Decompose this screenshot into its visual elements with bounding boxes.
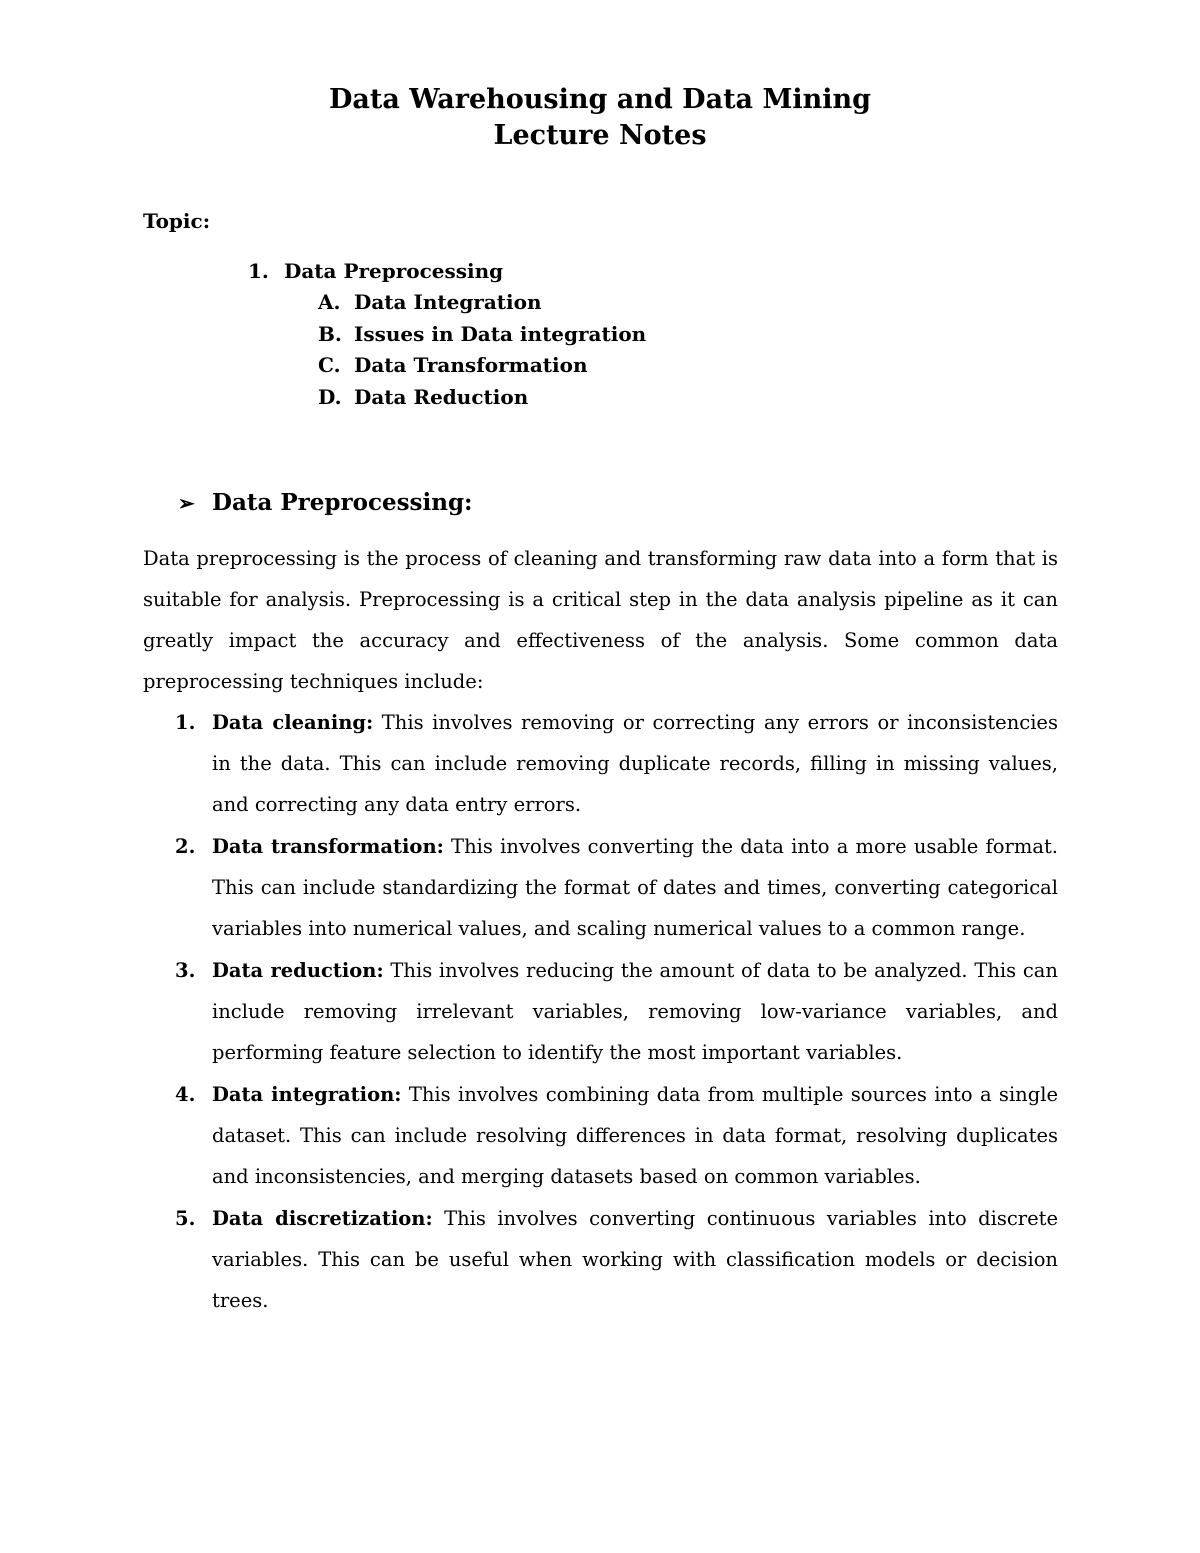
outline-letter: A. [318,290,341,314]
outline-number: 1. [248,259,269,283]
list-item-number: 4. [175,1083,196,1106]
list-item-term: Data transformation: [212,835,444,858]
list-item-text: This involves reducing the amount of data to be analyzed. This can include removing irrelevant variables, removing low-variance variables, and performing feature selection to identify the most important variables. [212,959,1058,1064]
outline-subitem [318,288,542,316]
list-item-text: This involves converting continuous variables into discrete variables. This can be useful when working with classification models or decision trees. [212,1207,1058,1312]
list-item [143,826,1058,949]
list-item-term: Data integration: [212,1083,402,1106]
section-heading-text: Data Preprocessing: [212,489,473,516]
outline-letter: B. [318,322,342,346]
outline-sublabel: Issues in Data integration [354,322,647,346]
list-item-term: Data cleaning: [212,711,374,734]
outline-label: Data Preprocessing [284,259,504,283]
arrow-bullet-icon: ➢ [178,491,195,515]
list-item-number: 5. [175,1207,196,1230]
list-item [143,1198,1058,1321]
section-heading [178,486,473,520]
list-item [143,702,1058,825]
outline-sublabel: Data Integration [354,290,542,314]
outline-subitem [318,351,588,379]
outline-sublabel: Data Transformation [354,353,588,377]
list-item-text: This involves combining data from multiple sources into a single dataset. This can include resolving differences in data format, resolving duplicates and inconsistencies, and merging datasets based on common variables. [212,1083,1058,1188]
outline-subitem [318,383,528,411]
outline-subitem [318,320,646,348]
list-item-number: 2. [175,835,196,858]
outline-sublabel: Data Reduction [354,385,529,409]
list-item [143,1074,1058,1197]
topic-label: Topic: [143,209,211,233]
list-item-number: 3. [175,959,196,982]
list-item-term: Data reduction: [212,959,384,982]
list-item-text: This involves removing or correcting any errors or inconsistencies in the data. This can include removing duplicate records, filling in missing values, and correcting any data entry errors. [212,711,1058,816]
list-item-term: Data discretization: [212,1207,433,1230]
list-item [143,950,1058,1073]
list-item-text: This involves converting the data into a more usable format. This can include standardizing the format of dates and times, converting categorical variables into numerical values, and scaling numerical values to a common range. [212,835,1058,940]
outline-item-main [248,257,503,285]
document-title: Data Warehousing and Data Mining [328,84,871,115]
intro-paragraph: Data preprocessing is the process of cleaning and transforming raw data into a form that is suitable for analysis. Preprocessing is a critical step in the data analysis pipeline as it can greatly impact the accuracy and effectiveness of the analysis. Some common data preprocessing techniques include: [143,547,1058,693]
outline-letter: C. [318,353,341,377]
techniques-list [143,702,1058,1322]
document-subtitle: Lecture Notes [493,120,707,151]
outline-letter: D. [318,385,342,409]
list-item-number: 1. [175,711,196,734]
